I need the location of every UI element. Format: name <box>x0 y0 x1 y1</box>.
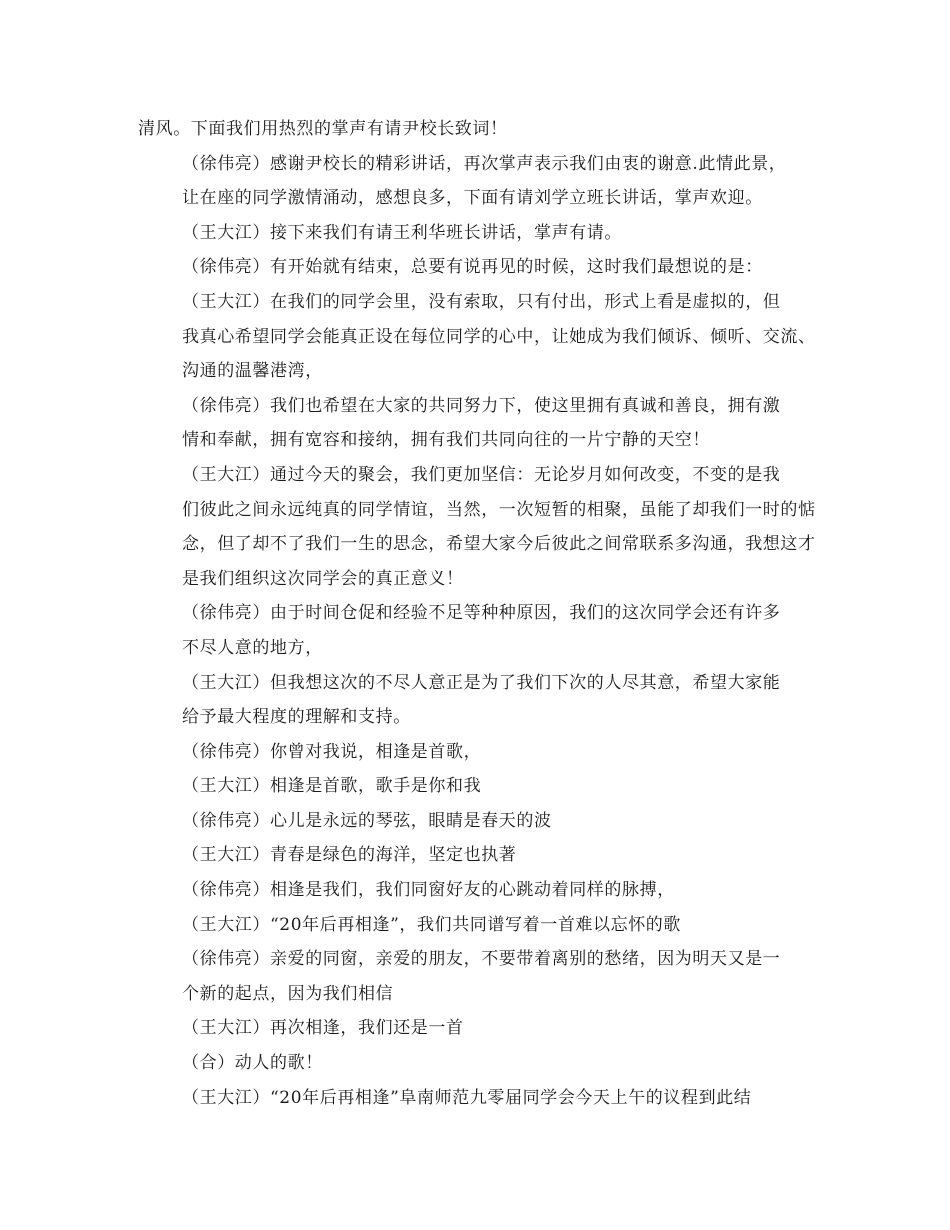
text-line: （王大江）通过今天的聚会，我们更加坚信：无论岁月如何改变，不变的是我 <box>182 464 781 485</box>
paragraph <box>138 666 828 735</box>
text-line: （徐伟亮）亲爱的同窗，亲爱的朋友，不要带着离别的愁绪，因为明天又是一 <box>182 949 781 970</box>
text-line: 念，但了却不了我们一生的思念，希望大家今后彼此之间常联系多沟通，我想这才 <box>182 534 816 555</box>
text-line: （徐伟亮）由于时间仓促和经验不足等种种原因，我们的这次同学会还有许多 <box>182 603 781 624</box>
text-line: 给予最大程度的理解和支持。 <box>182 707 411 728</box>
text-line: （王大江）相逢是首歌，歌手是你和我 <box>182 776 482 797</box>
text-line: 不尽人意的地方， <box>182 637 323 658</box>
text-line: （徐伟亮）我们也希望在大家的共同努力下，使这里拥有真诚和善良，拥有激 <box>182 395 781 416</box>
text-line: （合）动人的歌！ <box>182 1053 323 1074</box>
paragraph <box>138 838 828 873</box>
paragraph <box>138 216 828 251</box>
text-line: 情和奉献，拥有宽容和接纳，拥有我们共同向往的一片宁静的天空！ <box>182 430 710 451</box>
text-line: 我真心希望同学会能真正设在每位同学的心中，让她成为我们倾诉、倾听、交流、 <box>182 326 816 347</box>
paragraph <box>138 908 828 943</box>
text-line: 是我们组织这次同学会的真正意义！ <box>182 568 464 589</box>
text-line: 让在座的同学激情涌动，感想良多，下面有请刘学立班长讲话，掌声欢迎。 <box>182 188 763 209</box>
paragraph <box>138 458 828 596</box>
text-line: 个新的起点，因为我们相信 <box>182 983 394 1004</box>
paragraph <box>138 389 828 458</box>
paragraph <box>138 285 828 389</box>
paragraph <box>138 942 828 1011</box>
text-line: （王大江）“20年后再相逢”阜南师范九零届同学会今天上午的议程到此结 <box>182 1087 752 1108</box>
text-line: （徐伟亮）你曾对我说，相逢是首歌， <box>182 741 482 762</box>
text-line: （徐伟亮）相逢是我们，我们同窗好友的心跳动着同样的脉搏， <box>182 880 675 901</box>
paragraph <box>138 147 828 216</box>
text-line: （徐伟亮）有开始就有结束，总要有说再见的时候，这时我们最想说的是： <box>182 257 763 278</box>
paragraph <box>138 250 828 285</box>
text-line: （王大江）“20年后再相逢”，我们共同谱写着一首难以忘怀的歌 <box>182 914 682 935</box>
text-line: （王大江）再次相逢，我们还是一首 <box>182 1018 464 1039</box>
text-line: 沟通的温馨港湾， <box>182 361 323 382</box>
paragraph <box>138 112 828 147</box>
text-line: （王大江）但我想这次的不尽人意正是为了我们下次的人尽其意，希望大家能 <box>182 672 781 693</box>
paragraph <box>138 804 828 839</box>
document-body <box>138 112 828 1115</box>
text-line: （徐伟亮）心儿是永远的琴弦，眼睛是春天的波 <box>182 810 552 831</box>
paragraph <box>138 769 828 804</box>
paragraph <box>138 1081 828 1116</box>
text-line: （王大江）接下来我们有请王利华班长讲话，掌声有请。 <box>182 222 622 243</box>
paragraph <box>138 873 828 908</box>
text-line: 清风。下面我们用热烈的掌声有请尹校长致词！ <box>138 119 508 139</box>
paragraph <box>138 735 828 770</box>
text-line: （王大江）在我们的同学会里，没有索取，只有付出，形式上看是虚拟的，但 <box>182 291 781 312</box>
paragraph <box>138 596 828 665</box>
paragraph <box>138 1011 828 1046</box>
text-line: （徐伟亮）感谢尹校长的精彩讲话，再次掌声表示我们由衷的谢意.此情此景， <box>182 153 787 174</box>
paragraph <box>138 1046 828 1081</box>
text-line: 们彼此之间永远纯真的同学情谊，当然，一次短暂的相聚，虽能了却我们一时的惦 <box>182 499 816 520</box>
text-line: （王大江）青春是绿色的海洋，坚定也执著 <box>182 845 517 866</box>
